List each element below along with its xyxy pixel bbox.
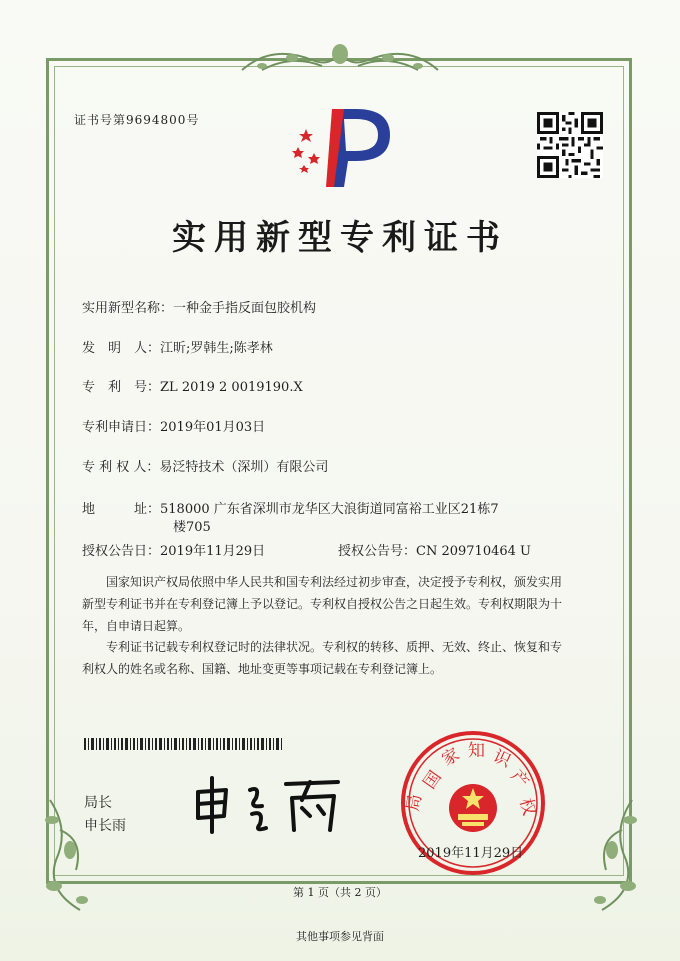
- svg-text:权: 权: [515, 796, 539, 818]
- inventor-row: [82, 337, 273, 356]
- inventor-label: 发 明 人：: [82, 341, 161, 356]
- filing-date-value: 2019年01月03日: [160, 420, 266, 435]
- certificate-title: 实用新型专利证书: [172, 218, 508, 258]
- patent-number-label: 专 利 号：: [82, 380, 161, 395]
- filing-date-row: [82, 416, 265, 435]
- patentee-row: [82, 456, 328, 475]
- patent-number-row: [82, 376, 303, 395]
- svg-text:产: 产: [506, 766, 533, 793]
- grant-statement-paragraph: [82, 571, 606, 637]
- footer-note: 其他事项参见背面: [296, 930, 384, 943]
- utility-model-name-row: [82, 297, 316, 316]
- svg-text:识: 识: [489, 746, 514, 772]
- patent-office-logo: [286, 103, 396, 188]
- grant-number-label: 授权公告号：: [338, 544, 417, 559]
- address-line-1: 518000 广东省深圳市龙华区大浪街道同富裕工业区21栋7: [160, 502, 499, 517]
- page-number: 第 1 页（共 2 页）: [293, 886, 387, 899]
- grant-number-row: [338, 540, 531, 559]
- utility-model-name-value: 一种金手指反面包胶机构: [173, 301, 317, 316]
- barcode: [84, 738, 284, 750]
- svg-text:知: 知: [468, 741, 485, 761]
- svg-text:局: 局: [403, 792, 426, 813]
- inventor-value: 江昕;罗韩生;陈孝林: [160, 341, 273, 356]
- grant-date-value: 2019年11月29日: [160, 544, 266, 559]
- seal-date: 2019年11月29日: [418, 846, 524, 861]
- patent-number-value: ZL 2019 2 0019190.X: [160, 380, 303, 395]
- patentee-value: 易泛特技术（深圳）有限公司: [159, 460, 329, 475]
- svg-text:家: 家: [438, 744, 464, 771]
- grant-number-value: CN 209710464 U: [416, 544, 531, 559]
- grant-statement-line-1: 国家知识产权局依照中华人民共和国专利法经过初步审查，决定授予专利权，颁发实用: [106, 575, 563, 589]
- grant-date-label: 授权公告日：: [82, 544, 161, 559]
- patentee-label: 专 利 权 人：: [82, 460, 160, 475]
- address-label: 地 址：: [82, 502, 161, 517]
- filing-date-label: 专利申请日：: [82, 420, 161, 435]
- certificate-number: 证书号第9694800号: [74, 113, 200, 127]
- grant-statement-line-2: 新型专利证书并在专利登记簿上予以登记。专利权自授权公告之日起生效。专利权期限为十: [82, 597, 563, 611]
- address-line-2: 楼705: [173, 520, 211, 535]
- svg-text:国: 国: [419, 767, 446, 793]
- legal-status-line-1: 专利证书记载专利权登记时的法律状况。专利权的转移、质押、无效、终止、恢复和专: [106, 640, 563, 654]
- bottom-right-ornament: [572, 790, 652, 920]
- address-row: [82, 498, 499, 517]
- qr-code: [537, 112, 603, 178]
- director-title: 局长: [84, 795, 112, 811]
- director-signature: [190, 770, 350, 840]
- director-name: 申长雨: [84, 818, 126, 834]
- utility-model-name-label: 实用新型名称：: [82, 301, 174, 316]
- legal-status-line-2: 利权人的姓名或名称、国籍、地址变更等事项记载在专利登记簿上。: [82, 662, 443, 676]
- grant-statement-line-3: 年，自申请日起算。: [82, 619, 191, 633]
- grant-date-row: [82, 540, 265, 559]
- top-ornament: [232, 40, 448, 78]
- legal-status-paragraph: [82, 636, 606, 680]
